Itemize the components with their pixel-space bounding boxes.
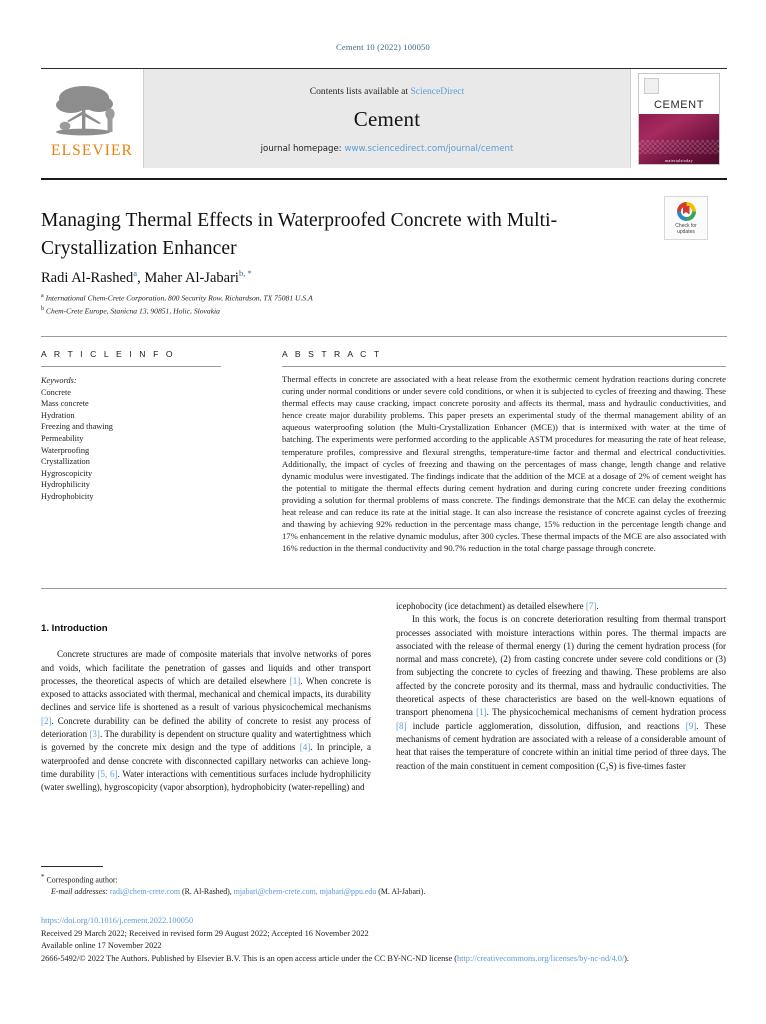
doi-link[interactable]: https://doi.org/10.1016/j.cement.2022.100050	[41, 916, 194, 925]
article-info-top-rule	[41, 336, 727, 337]
cover-checker-pattern	[639, 140, 719, 154]
elsevier-logo-block	[41, 69, 143, 168]
body-paragraph	[396, 600, 726, 613]
affiliation-list	[41, 291, 661, 316]
citation-ref[interactable]: [4]	[299, 742, 311, 753]
body-text: icephobocity (ice detachment) as detailed elsewhere	[396, 601, 586, 611]
body-text: . The physicochemical mechanisms of cement hydration process	[486, 707, 727, 718]
article-info-heading: A R T I C L E I N F O	[41, 349, 176, 359]
citation-ref[interactable]: [7]	[585, 601, 597, 611]
author-list	[41, 268, 641, 287]
crossmark-line1: Check for	[675, 222, 697, 229]
copyright-license	[41, 953, 731, 966]
cover-top	[639, 74, 719, 115]
article-info-rule	[41, 366, 221, 367]
cover-artwork	[639, 114, 719, 164]
affiliation-text-b: Chem-Crete Europe, Stanicna 13, 90851, Holic, Slovakia	[45, 306, 220, 316]
email-link-3[interactable]: mjabari@ppu.edu	[319, 887, 377, 897]
keyword-item: Freezing and thawing	[41, 422, 113, 432]
author-2-name: Maher Al-Jabari	[144, 269, 239, 286]
keywords-block	[41, 375, 221, 503]
citation-ref[interactable]: [3]	[89, 729, 100, 740]
citation-ref[interactable]: [2]	[41, 715, 52, 726]
citation-ref[interactable]: [1]	[476, 707, 487, 718]
body-text: . When concrete is exposed to attacks associated with thermal, mechanical and chemical impacts, its durability declines and service life is shortened as a result of various physicochemical mechanisms	[41, 675, 371, 713]
body-paragraph	[41, 648, 371, 794]
journal-masthead	[41, 68, 727, 168]
affiliation-marker-b: b	[41, 305, 44, 312]
body-text: . These mechanisms of cement hydration are associated with a release of a considerable amount of heat that raises the temperature of concrete within an initial time period of three days. The reaction of the main constituent in cement composition (C₃S) is five-times faster	[396, 720, 727, 771]
abstract-heading: A B S T R A C T	[282, 349, 382, 359]
keyword-item: Hydrophilicity	[41, 480, 90, 490]
masthead-center	[143, 69, 631, 168]
running-head: Cement 10 (2022) 100050	[336, 42, 430, 52]
cover-footmark: materialstoday	[665, 157, 693, 163]
section-heading-introduction: 1. Introduction	[41, 623, 108, 634]
citation-ref[interactable]: [8]	[396, 720, 407, 731]
crossmark-shield-icon	[677, 202, 696, 221]
sciencedirect-link[interactable]: ScienceDirect	[410, 85, 465, 97]
keyword-item: Hydration	[41, 410, 75, 420]
citation-ref[interactable]: [9]	[685, 720, 697, 731]
keyword-item: Concrete	[41, 387, 71, 397]
page-title: Managing Thermal Effects in Waterproofed Concrete with Multi-Crystallization Enhancer	[41, 210, 558, 259]
crossmark-line2: updates	[677, 228, 695, 235]
keyword-item: Waterproofing	[41, 445, 90, 455]
received-dates: Received 29 March 2022; Received in revised form 29 August 2022; Accepted 16 November 2022	[41, 928, 369, 938]
elsevier-logo	[46, 81, 138, 160]
author-2-affiliation-marker[interactable]: b, *	[238, 268, 252, 278]
body-column-left	[41, 622, 371, 795]
corresponding-author-line	[41, 872, 601, 886]
affiliation-marker-a: a	[41, 293, 44, 299]
journal-homepage-line	[261, 144, 514, 154]
body-text: . The durability is dependent on structure quality and watertightness which is governed by the concrete mix design and the type of additions	[41, 729, 371, 753]
contents-list-line	[310, 86, 465, 97]
license-link[interactable]: http://creativecommons.org/licenses/by-nc-nd/4.0/	[457, 953, 625, 963]
cover-journal-title: CEMENT	[653, 99, 705, 111]
keywords-label: Keywords:	[41, 376, 77, 385]
elsevier-tree-icon	[53, 81, 131, 139]
journal-cover-block	[631, 69, 727, 168]
journal-homepage-link[interactable]: www.sciencedirect.com/journal/cement	[344, 143, 514, 154]
email-link-1[interactable]: radi@chem-crete.com	[109, 887, 181, 897]
author-separator: ,	[137, 269, 145, 286]
keyword-item: Permeability	[41, 433, 84, 443]
copyright-text: 2666-5492/© 2022 The Authors. Published by Elsevier B.V. This is an open access article under the CC BY-NC-ND license (	[41, 953, 458, 963]
email-owner-1: (R. Al-Rashed),	[182, 887, 232, 897]
body-column-right	[396, 600, 726, 773]
body-text: .	[596, 601, 599, 611]
citation-ref[interactable]: [5, 6]	[97, 768, 118, 779]
body-text: . Concrete durability can be defined the ability of concrete to resist any process of deterioration	[41, 715, 371, 740]
affiliation-text-a: International Chem-Crete Corporation, 800 Security Row, Richardson, TX 75081 U.S.A	[45, 293, 313, 303]
footer-block	[41, 915, 731, 965]
body-text: . Water interactions with cementitious surfaces include hydrophilicity (water swelling), hygroscopicity (vapor absorption), hydrophobicity (water-repelling) and	[41, 768, 371, 793]
corresponding-author-label: Corresponding author:	[46, 875, 118, 885]
available-online-date: Available online 17 November 2022	[41, 941, 162, 951]
crossmark-badge[interactable]	[664, 196, 708, 240]
abstract-rule	[282, 366, 726, 367]
email-line	[41, 886, 601, 898]
citation-ref[interactable]: [1]	[289, 675, 301, 686]
keyword-item: Hydrophobicity	[41, 491, 94, 501]
footnote-block	[41, 872, 601, 898]
footnote-rule	[41, 866, 103, 867]
body-text: include particle agglomeration, dissolution, diffusion, and reactions	[406, 720, 686, 731]
abstract-bottom-rule	[41, 588, 727, 589]
asterisk-marker: *	[41, 873, 45, 881]
email-label: E-mail addresses:	[51, 887, 108, 897]
author-1-affiliation-marker[interactable]: a	[133, 268, 138, 278]
body-text: . In principle, a waterproofed and dense concrete with disconnected capillary networks can achieve long-time durability	[41, 742, 371, 779]
homepage-prefix: journal homepage:	[260, 143, 345, 154]
keyword-item: Hygroscopicity	[41, 468, 93, 478]
body-text: Concrete structures are made of composite materials that involve networks of pores and voids, which facilitate the penetration of gasses and liquids and other transport processes, the theoretical aspects of which are detailed elsewhere	[41, 649, 371, 686]
keyword-item: Mass concrete	[41, 399, 89, 409]
abstract-text: Thermal effects in concrete are associated with a heat release from the exothermic cement hydration reactions during concrete curing under normal conditions or under severe cold conditions, or when it is subjected to cycles of freezing and thawing. These thermal effects may cause cracking, impact concrete porosity and affects its thermal, mass and hydraulic conductivities, and hence create major durability problems. This paper presets an experimental study of the thermal management ability of an aqueous waterproofing solution (the Multi-Crystallization Enhancer (MCE)) that is intermixed with water at the time of batching. The experiments were performed according to the applicable ASTM procedures for measuring the rate of heat release, temperature profiles, compressive and flexural strengths, temperature-time factor and thermal and electrical conductivities. Additionally, the impact of cycles of freezing and thawing on the percentages of mass change, length change and relative dynamic modulus were investigated. The findings indicate that the addition of the MCE at a dosage of 2% of cement weight has the potential to mitigate the thermal effects during cement hydration and during curing concrete under freezing conditions providing a solution for thermal problems of mass concrete. The findings demonstrate that the MCE can delay the exothermic heat release and can reduce its rate at the initial stage. It can also increase the resistance of concrete against cycles of freezing and thawing by achieving 92% reduction in the percentage mass change, 15% reduction in the percentage length change and 17% enhancement in the relative dynamic modulus, after 300 cycles. These thermal impacts of the MCE are also associated with 16% reduction in the thermal conductivity and 90.7% reduction in the total charge passage through concrete.	[282, 374, 726, 554]
contents-prefix: Contents lists available at	[309, 85, 411, 97]
email-owner-2: (M. Al-Jabari).	[378, 887, 426, 897]
author-1-name: Radi Al-Rashed	[41, 269, 134, 286]
elsevier-wordmark: ELSEVIER	[51, 142, 133, 159]
journal-cover-thumbnail	[638, 73, 720, 165]
copyright-tail: ).	[624, 953, 630, 963]
cover-elsevier-icon	[644, 78, 659, 94]
affiliation-item	[41, 291, 661, 304]
body-text: In this work, the focus is on concrete deterioration resulting from thermal transport processes associated with moisture interactions within pores. The thermal impacts are associated with the release of thermal energy (1) during the cement hydration process (for normal and mass concrete), (2) from casting concrete under severe cold conditions or (3) from subjecting the concrete to cycles of freezing and thawing. These problems are also affected by the concrete porosity and its thermal, mass and hydraulic conductivities. The theoretical aspects of these characteristics are based on the well-known equations of transport phenomena	[396, 614, 726, 718]
masthead-bottom-rule	[41, 178, 727, 180]
body-paragraph	[396, 613, 726, 773]
affiliation-item	[41, 304, 661, 317]
journal-title: Cement	[353, 106, 421, 131]
email-link-2[interactable]: mjabari@chem-crete.com,	[233, 887, 318, 897]
keyword-item: Crystallization	[41, 457, 90, 467]
